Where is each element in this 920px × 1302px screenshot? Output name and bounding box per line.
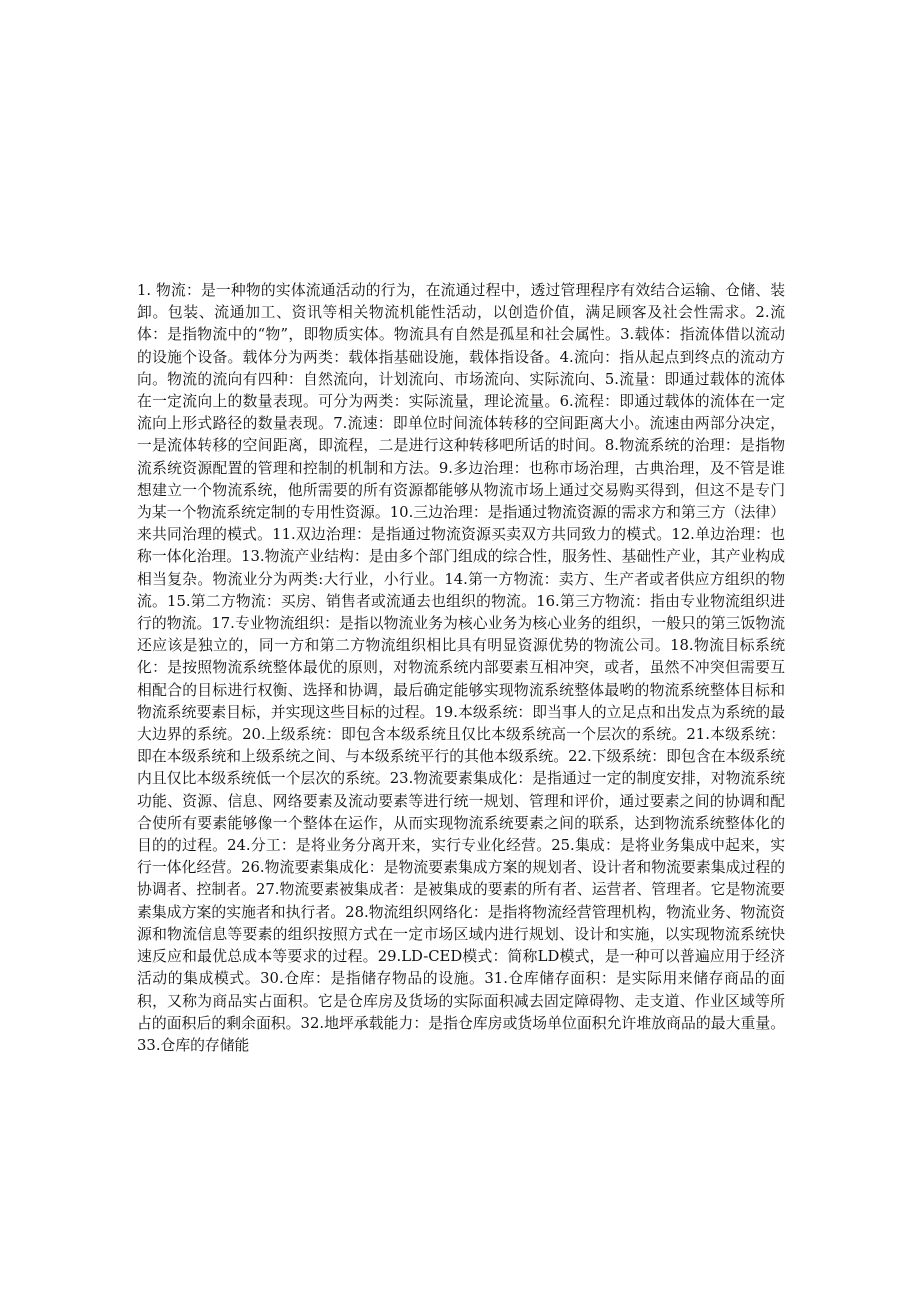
body-paragraph: 1. 物流：是一种物的实体流通活动的行为，在流通过程中，透过管理程序有效结合运输、仓储、装卸。包装、流通加工、资讯等相关物流机能性活动，以创造价值，满足顾客及社会性需求。2.流体：是指物流中的“物”，即物质实体。物流具有自然是孤星和社会属性。3.载体：指流体借以流动的设施个设备。载体分为两类：载体指基础设施，载体指设备。4.流向：指从起点到终点的流动方向。物流的流向有四种：自然流向，计划流向、市场流向、实际流向、5.流量：即通过载体的流体在一定流向上的数量表现。可分为两类：实际流量，理论流量。6.流程：即通过载体的流体在一定流向上形式路径的数量表现。7.流速：即单位时间流体转移的空间距离大小。流速由两部分决定，一是流体转移的空间距离，即流程，二是进行这种转移吧所话的时间。8.物流系统的治理：是指物流系统资源配置的管理和控制的机制和方法。9.多边治理：也称市场治理，古典治理，及不管是谁想建立一个物流系统，他所需要的所有资源都能够从物流市场上通过交易购买得到，但这不是专门为某一个物流系统定制的专用性资源。10.三边治理：是指通过物流资源的需求方和第三方（法律）来共同治理的模式。11.双边治理：是指通过物流资源买卖双方共同致力的模式。12.单边治理：也称一体化治理。13.物流产业结构：是由多个部门组成的综合性，服务性、基础性产业，其产业构成相当复杂。物流业分为两类:大行业，小行业。14.第一方物流：卖方、生产者或者供应方组织的物流。15.第二方物流：买房、销售者或流通去也组织的物流。16.第三方物流：指由专业物流组织进行的物流。17.专业物流组织：是指以物流业务为核心业务为核心业务的组织，一般只的第三饭物流还应该是独立的，同一方和第二方物流组织相比具有明显资源优势的物流公司。18.物流目标系统化：是按照物流系统整体最优的原则，对物流系统内部要素互相冲突，或者，虽然不冲突但需要互相配合的目标进行权衡、选择和协调，最后确定能够实现物流系统整体最哟的物流系统整体目标和物流系统要素目标，并实现这些目标的过程。19.本级系统：即当事人的立足点和出发点为系统的最大边界的系统。20.上级系统：即包含本级系统且仅比本级系统高一个层次的系统。21.本级系统：即在本级系统和上级系统之间、与本级系统平行的其他本级系统。22.下级系统：即包含在本级系统内且仅比本级系统低一个层次的系统。23.物流要素集成化：是指通过一定的制度安排，对物流系统功能、资源、信息、网络要素及流动要素等进行统一规划、管理和评价，通过要素之间的协调和配合使所有要素能够像一个整体在运作，从而实现物流系统要素之间的联系，达到物流系统整体化的目的的过程。24.分工：是将业务分离开来，实行专业化经营。25.集成：是将业务集成中起来，实行一体化经营。26.物流要素集成化：是物流要素集成方案的规划者、设计者和物流要素集成过程的协调者、控制者。27.物流要素被集成者：是被集成的要素的所有者、运营者、管理者。它是物流要素集成方案的实施者和执行者。28.物流组织网络化：是指将物流经营管理机构，物流业务、物流资源和物流信息等要素的组织按照方式在一定市场区域内进行规划、设计和实施，以实现物流系统快速反应和最优总成本等要求的过程。29.LD-CED模式：简称LD模式，是一种可以普遍应用于经济活动的集成模式。30.仓库：是指储存物品的设施。31.仓库储存面积：是实际用来储存商品的面积，又称为商品实占面积。它是仓库房及货场的实际面积减去固定障碍物、走支道、作业区域等所占的面积后的剩余面积。32.地坪承载能力：是指仓库房或货场单位面积允许堆放商品的最大重量。33.仓库的存储能 (137, 282, 785, 1054)
